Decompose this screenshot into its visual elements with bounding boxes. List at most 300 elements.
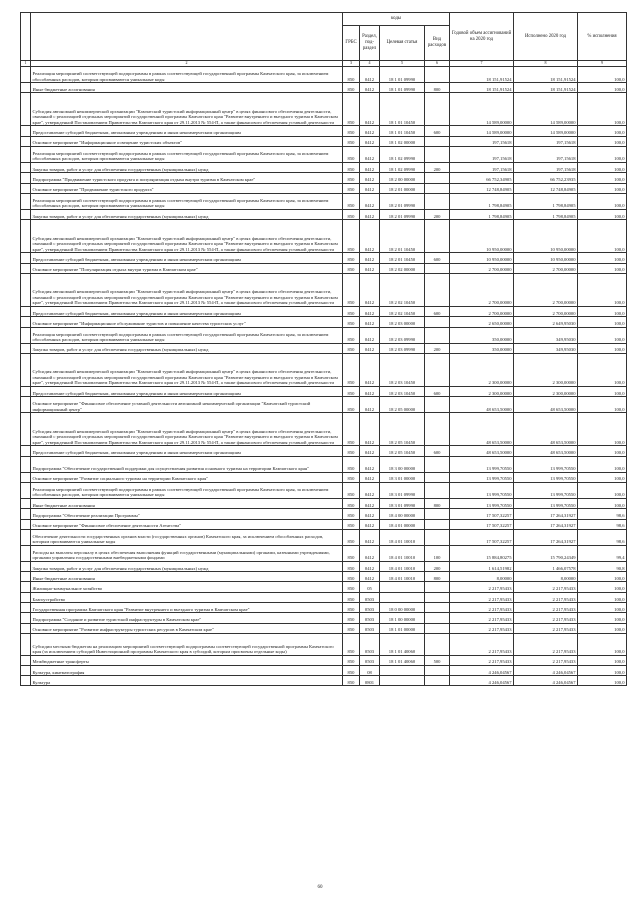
row-percent: 100,0	[578, 665, 627, 675]
row-name: Основное мероприятие "Информационное освещение туристских объектов"	[31, 136, 343, 146]
row-grbs: 850	[343, 665, 360, 675]
row-celevaya: 18 2 02 00000	[380, 263, 425, 273]
row-executed: 2 217,95433	[514, 582, 578, 592]
row-grbs: 850	[343, 317, 360, 327]
row-index	[21, 183, 31, 193]
row-vid: 500	[425, 655, 450, 665]
row-percent: 100,0	[578, 582, 627, 592]
row-name: Реализация мероприятий соответствующей подпрограммы в рамках соответствующей государственной программы Камчатского края, за исключением обособленных расходов, которым присваиваются уникальные коды	[31, 67, 343, 83]
row-razdel: 05	[360, 582, 380, 592]
row-plan: 18 151,91524	[450, 67, 514, 83]
header-vid: Вид расходов	[425, 26, 450, 61]
row-executed: 48 653,50000	[514, 446, 578, 456]
table-row	[21, 93, 627, 126]
row-razdel: 0412	[360, 327, 380, 343]
row-percent: 100,0	[578, 397, 627, 413]
row-index	[21, 665, 31, 675]
row-razdel: 0412	[360, 67, 380, 83]
row-razdel: 0801	[360, 676, 380, 686]
row-vid: 600	[425, 253, 450, 263]
row-grbs: 850	[343, 193, 360, 209]
row-plan: 2 700,00000	[450, 273, 514, 306]
row-grbs: 850	[343, 456, 360, 472]
header-celevaya: Целевая статья	[380, 26, 425, 61]
row-executed: 349,95030	[514, 327, 578, 343]
row-grbs: 850	[343, 353, 360, 386]
row-razdel: 0412	[360, 253, 380, 263]
row-celevaya: 18 1 01 00000	[380, 623, 425, 633]
row-vid	[425, 623, 450, 633]
row-vid	[425, 456, 450, 472]
row-grbs: 850	[343, 413, 360, 446]
table-row	[21, 353, 627, 386]
row-index	[21, 655, 31, 665]
row-percent: 100,0	[578, 482, 627, 498]
row-vid	[425, 529, 450, 545]
row-razdel: 0412	[360, 146, 380, 162]
row-name: Иные бюджетные ассигнования	[31, 498, 343, 508]
row-razdel: 0503	[360, 613, 380, 623]
row-index	[21, 146, 31, 162]
row-percent: 100,0	[578, 327, 627, 343]
row-name: Подпрограмма "Обеспечение государственной поддержки для осуществления развития основного туризма на территории Камчатского края"	[31, 456, 343, 472]
row-razdel: 08	[360, 665, 380, 675]
row-celevaya: 18 1 01 10450	[380, 126, 425, 136]
row-name: Основное мероприятие "Информационное обслуживание туристов и повышение качества туристских услуг"	[31, 317, 343, 327]
row-executed: 17 264,31927	[514, 509, 578, 519]
row-executed: 8,00000	[514, 572, 578, 582]
header-plan: Годовой объем ассигнований на 2020 год	[450, 13, 514, 61]
row-celevaya: 18 3 01 09990	[380, 498, 425, 508]
row-percent: 100,0	[578, 386, 627, 396]
row-razdel: 0412	[360, 173, 380, 183]
table-row	[21, 317, 627, 327]
row-grbs: 850	[343, 386, 360, 396]
row-plan: 1 614,51982	[450, 561, 514, 571]
row-razdel: 0412	[360, 519, 380, 529]
row-grbs: 850	[343, 209, 360, 219]
row-celevaya: 18 1 02 09990	[380, 162, 425, 172]
row-grbs: 850	[343, 633, 360, 655]
row-name: Иные бюджетные ассигнования	[31, 83, 343, 93]
header-name	[31, 13, 343, 61]
header-executed: Исполнено 2020 год	[514, 13, 578, 61]
row-grbs: 850	[343, 220, 360, 253]
row-index	[21, 397, 31, 413]
row-vid	[425, 676, 450, 686]
row-plan: 8,00000	[450, 572, 514, 582]
table-row	[21, 509, 627, 519]
row-index	[21, 162, 31, 172]
row-razdel: 0503	[360, 623, 380, 633]
row-index	[21, 482, 31, 498]
row-vid: 100	[425, 545, 450, 561]
colnum: 2	[31, 61, 343, 67]
row-index	[21, 498, 31, 508]
row-percent: 100,0	[578, 343, 627, 353]
row-vid	[425, 613, 450, 623]
row-celevaya: 18 1 01 09990	[380, 67, 425, 83]
row-plan: 17 507,32257	[450, 509, 514, 519]
row-vid	[425, 353, 450, 386]
row-name: Основное мероприятие "Популяризация отдыха внутри туризма в Камчатском крае"	[31, 263, 343, 273]
row-grbs: 850	[343, 446, 360, 456]
row-index	[21, 676, 31, 686]
row-percent: 100,0	[578, 592, 627, 602]
table-row	[21, 561, 627, 571]
row-percent: 100,0	[578, 623, 627, 633]
table-row	[21, 592, 627, 602]
row-executed: 48 653,50000	[514, 413, 578, 446]
row-vid	[425, 603, 450, 613]
row-name: Реализация мероприятий соответствующей подпрограммы в рамках соответствующей государственной программы Камчатского края, за исключением обособленных расходов, которым присваиваются уникальные коды	[31, 482, 343, 498]
table-row	[21, 498, 627, 508]
row-grbs: 850	[343, 676, 360, 686]
row-percent: 100,0	[578, 93, 627, 126]
row-name: Предоставление субсидий бюджетным, автономным учреждениям и иным некоммерческим организациям	[31, 126, 343, 136]
row-name: Основное мероприятие "Развитие социального туризма на территории Камчатского края"	[31, 472, 343, 482]
row-celevaya: 18 2 02 10450	[380, 273, 425, 306]
row-plan: 10 950,00000	[450, 220, 514, 253]
row-grbs: 850	[343, 83, 360, 93]
row-executed: 17 264,31927	[514, 529, 578, 545]
row-celevaya: 18 2 01 10450	[380, 253, 425, 263]
row-razdel: 0412	[360, 509, 380, 519]
table-row	[21, 183, 627, 193]
row-vid	[425, 397, 450, 413]
table-row	[21, 386, 627, 396]
table-row	[21, 306, 627, 316]
row-percent: 100,0	[578, 472, 627, 482]
row-vid	[425, 183, 450, 193]
row-vid	[425, 472, 450, 482]
row-vid	[425, 582, 450, 592]
row-executed: 2 217,95433	[514, 623, 578, 633]
row-name: Реализация мероприятий соответствующей подпрограммы в рамках соответствующей государственной программы Камчатского края, за исключением обособленных расходов, которым присваиваются уникальные коды	[31, 146, 343, 162]
row-plan: 1 798,84905	[450, 209, 514, 219]
row-executed: 13 999,70550	[514, 482, 578, 498]
row-vid	[425, 93, 450, 126]
row-name: Субсидия автономной некоммерческой организации "Камчатский туристский информационный центр" в целях финансового обеспечения деятельности, связанной с реализацией отдельных мероприятий государственной программы Камчатского края "Развитие внутреннего и въездного туризма в Камчатском крае", утвержденной Постановлением Правительства Камчатского края от 29.11.2013 № 554-П, а также финансового обеспечения уставной деятельности	[31, 93, 343, 126]
row-name: Предоставление субсидий бюджетным, автономным учреждениям и иным некоммерческим организациям	[31, 253, 343, 263]
row-plan: 2 650,00000	[450, 317, 514, 327]
row-grbs: 850	[343, 623, 360, 633]
row-grbs: 850	[343, 146, 360, 162]
row-executed: 2 217,95433	[514, 613, 578, 623]
table-row	[21, 413, 627, 446]
row-celevaya: 18 2 00 00000	[380, 173, 425, 183]
row-celevaya: 18 0 00 00000	[380, 603, 425, 613]
row-razdel: 0503	[360, 592, 380, 602]
document-page	[20, 12, 626, 686]
row-vid	[425, 67, 450, 83]
row-plan: 14 589,00000	[450, 93, 514, 126]
row-celevaya: 18 3 01 09990	[380, 482, 425, 498]
row-plan: 14 589,00000	[450, 126, 514, 136]
row-plan: 197,15618	[450, 146, 514, 162]
row-grbs: 850	[343, 509, 360, 519]
row-percent: 100,0	[578, 126, 627, 136]
row-celevaya: 18 1 02 09990	[380, 146, 425, 162]
row-executed: 1 798,84905	[514, 193, 578, 209]
row-grbs: 850	[343, 136, 360, 146]
row-plan: 197,15618	[450, 162, 514, 172]
table-row	[21, 173, 627, 183]
row-index	[21, 353, 31, 386]
row-index	[21, 273, 31, 306]
row-celevaya: 18 2 03 10450	[380, 386, 425, 396]
row-index	[21, 386, 31, 396]
row-plan: 350,00000	[450, 327, 514, 343]
row-plan: 1 798,84905	[450, 193, 514, 209]
row-razdel: 0412	[360, 263, 380, 273]
table-row	[21, 545, 627, 561]
table-row	[21, 633, 627, 655]
row-vid: 800	[425, 572, 450, 582]
row-percent: 98,6	[578, 519, 627, 529]
row-percent: 100,0	[578, 253, 627, 263]
row-grbs: 850	[343, 306, 360, 316]
row-index	[21, 603, 31, 613]
row-vid	[425, 263, 450, 273]
row-vid: 200	[425, 209, 450, 219]
table-body	[21, 67, 627, 686]
row-name: Подпрограмма "Продвижение туристского продукта и популяризация отдыха внутри туризма в Камчатском крае"	[31, 173, 343, 183]
row-percent: 100,0	[578, 572, 627, 582]
row-index	[21, 472, 31, 482]
row-name: Обеспечение деятельности государственных органов власти (государственных органов) Камчатского края, за исключением обособленных расходов, которым присваиваются уникальные коды	[31, 529, 343, 545]
row-celevaya: 18 2 03 09990	[380, 327, 425, 343]
row-celevaya: 18 2 01 00000	[380, 183, 425, 193]
row-razdel: 0412	[360, 183, 380, 193]
colnum: 7	[450, 61, 514, 67]
row-percent: 100,0	[578, 446, 627, 456]
row-index	[21, 327, 31, 343]
table-row	[21, 220, 627, 253]
budget-table	[20, 12, 627, 686]
row-plan: 2 217,95433	[450, 592, 514, 602]
row-executed: 4 246,04567	[514, 665, 578, 675]
table-row	[21, 126, 627, 136]
row-index	[21, 193, 31, 209]
row-index	[21, 592, 31, 602]
row-executed: 197,15618	[514, 136, 578, 146]
row-index	[21, 83, 31, 93]
row-vid	[425, 220, 450, 253]
row-razdel: 0412	[360, 126, 380, 136]
row-name: Предоставление субсидий бюджетным, автономным учреждениям и иным некоммерческим организациям	[31, 446, 343, 456]
row-executed: 2 300,00000	[514, 353, 578, 386]
table-row	[21, 482, 627, 498]
row-percent: 100,0	[578, 456, 627, 472]
row-grbs: 850	[343, 582, 360, 592]
row-name: Предоставление субсидий бюджетным, автономным учреждениям и иным некоммерческим организациям	[31, 306, 343, 316]
row-executed: 13 999,70550	[514, 498, 578, 508]
table-row	[21, 327, 627, 343]
row-percent: 100,0	[578, 603, 627, 613]
row-name: Культура	[31, 676, 343, 686]
row-executed: 13 999,70550	[514, 472, 578, 482]
row-executed: 17 264,31927	[514, 519, 578, 529]
row-index	[21, 173, 31, 183]
table-row	[21, 263, 627, 273]
row-plan: 13 999,70550	[450, 482, 514, 498]
row-vid	[425, 136, 450, 146]
row-percent: 100,0	[578, 136, 627, 146]
row-razdel: 0412	[360, 209, 380, 219]
row-percent: 100,0	[578, 83, 627, 93]
row-executed: 2 217,95433	[514, 592, 578, 602]
row-razdel: 0412	[360, 498, 380, 508]
row-percent: 100,0	[578, 173, 627, 183]
row-grbs: 850	[343, 67, 360, 83]
row-vid: 600	[425, 446, 450, 456]
colnum: 6	[425, 61, 450, 67]
row-celevaya: 18 1 02 00000	[380, 136, 425, 146]
row-razdel: 0412	[360, 306, 380, 316]
row-plan: 13 999,70550	[450, 498, 514, 508]
row-name: Расходы на выплаты персоналу в целях обеспечения выполнения функций государственными (муниципальными) органами, казенными учреждениями, органами управления государственными внебюджетными фондами	[31, 545, 343, 561]
row-percent: 100,0	[578, 676, 627, 686]
row-grbs: 850	[343, 592, 360, 602]
row-razdel: 0412	[360, 446, 380, 456]
row-celevaya: 18 4 01 10010	[380, 572, 425, 582]
row-plan: 18 151,91524	[450, 83, 514, 93]
table-row	[21, 253, 627, 263]
row-name: Межбюджетные трансферты	[31, 655, 343, 665]
header-grbs: ГРБС	[343, 26, 360, 61]
row-plan: 17 507,32257	[450, 529, 514, 545]
row-celevaya	[380, 665, 425, 675]
table-row	[21, 67, 627, 83]
row-name: Подпрограмма "Создание и развитие туристской инфраструктуры в Камчатском крае"	[31, 613, 343, 623]
table-row	[21, 209, 627, 219]
row-plan: 66 752,34905	[450, 173, 514, 183]
table-row	[21, 83, 627, 93]
row-vid: 200	[425, 162, 450, 172]
row-vid: 800	[425, 83, 450, 93]
row-name: Предоставление субсидий бюджетным, автономным учреждениям и иным некоммерческим организациям	[31, 386, 343, 396]
row-grbs: 850	[343, 498, 360, 508]
row-grbs: 850	[343, 519, 360, 529]
row-celevaya: 18 3 01 00000	[380, 472, 425, 482]
row-percent: 100,0	[578, 655, 627, 665]
row-razdel: 0412	[360, 386, 380, 396]
row-percent: 98,6	[578, 529, 627, 545]
table-row	[21, 472, 627, 482]
row-vid	[425, 633, 450, 655]
row-index	[21, 623, 31, 633]
row-vid	[425, 509, 450, 519]
table-row	[21, 582, 627, 592]
row-razdel: 0412	[360, 545, 380, 561]
row-vid	[425, 665, 450, 675]
row-plan: 2 217,95433	[450, 613, 514, 623]
row-celevaya: 18 4 01 10010	[380, 561, 425, 571]
row-grbs: 850	[343, 529, 360, 545]
row-executed: 2 700,00000	[514, 273, 578, 306]
colnum: 4	[360, 61, 380, 67]
row-grbs: 850	[343, 183, 360, 193]
row-plan: 17 507,32257	[450, 519, 514, 529]
row-index	[21, 529, 31, 545]
row-index	[21, 633, 31, 655]
row-name: Субсидии местным бюджетам на реализацию мероприятий соответствующей подпрограммы соответствующей государственной программы Камчатского края (за исключением субсидий Инвестиционной программы Камчатского края в субсидий, которым присвоены отдельные коды)	[31, 633, 343, 655]
row-index	[21, 126, 31, 136]
row-executed: 197,15618	[514, 162, 578, 172]
row-celevaya: 18 2 03 00000	[380, 317, 425, 327]
row-executed: 18 151,91524	[514, 83, 578, 93]
table-row	[21, 273, 627, 306]
row-grbs: 850	[343, 126, 360, 136]
row-executed: 13 999,70550	[514, 456, 578, 472]
row-celevaya: 18 4 01 10010	[380, 545, 425, 561]
row-executed: 1 798,84905	[514, 209, 578, 219]
row-executed: 10 950,00000	[514, 220, 578, 253]
row-index	[21, 613, 31, 623]
row-vid	[425, 327, 450, 343]
row-executed: 2 217,95433	[514, 633, 578, 655]
header-razdel: Раздел, под-раздел	[360, 26, 380, 61]
row-name: Реализация мероприятий соответствующей подпрограммы в рамках соответствующей государственной программы Камчатского края, за исключением обособленных расходов, которым присваиваются уникальные коды	[31, 327, 343, 343]
row-name: Субсидия автономной некоммерческой организации "Камчатский туристский информационный центр" в целях финансового обеспечения деятельности, связанной с реализацией отдельных мероприятий государственной программы Камчатского края "Развитие внутреннего и въездного туризма в Камчатском крае", утвержденной Постановлением Правительства Камчатского края от 29.11.2013 № 554-П, а также финансового обеспечения уставной деятельности	[31, 273, 343, 306]
row-plan: 4 246,04567	[450, 676, 514, 686]
row-name: Культура, кинематография	[31, 665, 343, 675]
row-name: Закупка товаров, работ и услуг для обеспечения государственных (муниципальных) нужд	[31, 343, 343, 353]
row-percent: 100,0	[578, 633, 627, 655]
row-name: Субсидия автономной некоммерческой организации "Камчатский туристский информационный центр" в целях финансового обеспечения деятельности, связанной с реализацией отдельных мероприятий государственной программы Камчатского края "Развитие внутреннего и въездного туризма в Камчатском крае", утвержденной Постановлением Правительства Камчатского края от 29.11.2013 № 554-П, а также финансового обеспечения уставной деятельности	[31, 220, 343, 253]
table-header	[21, 13, 627, 67]
row-index	[21, 253, 31, 263]
row-grbs: 850	[343, 472, 360, 482]
table-row	[21, 529, 627, 545]
row-percent: 100,0	[578, 613, 627, 623]
row-celevaya	[380, 592, 425, 602]
row-celevaya: 18 2 01 10450	[380, 220, 425, 253]
row-grbs: 850	[343, 93, 360, 126]
row-vid	[425, 193, 450, 209]
row-celevaya: 18 4 01 00000	[380, 519, 425, 529]
row-razdel: 0412	[360, 456, 380, 472]
row-executed: 1 466,07578	[514, 561, 578, 571]
row-name: Основное мероприятие "Продвижение туристского продукта"	[31, 183, 343, 193]
row-name: Закупка товаров, работ и услуг для обеспечения государственных (муниципальных) нужд	[31, 162, 343, 172]
row-name: Подпрограмма "Обеспечение реализации Программы"	[31, 509, 343, 519]
row-vid: 200	[425, 343, 450, 353]
row-razdel: 0412	[360, 472, 380, 482]
row-index	[21, 209, 31, 219]
row-celevaya: 18 1 01 09990	[380, 83, 425, 93]
row-grbs: 850	[343, 482, 360, 498]
row-vid	[425, 413, 450, 446]
row-celevaya	[380, 676, 425, 686]
row-celevaya	[380, 582, 425, 592]
header-codes: коды	[343, 13, 450, 26]
row-executed: 2 649,95030	[514, 317, 578, 327]
row-percent: 100,0	[578, 220, 627, 253]
row-percent: 100,0	[578, 413, 627, 446]
row-grbs: 850	[343, 572, 360, 582]
colnum: 8	[514, 61, 578, 67]
row-percent: 100,0	[578, 162, 627, 172]
row-percent: 99,4	[578, 545, 627, 561]
row-celevaya: 18 2 03 09990	[380, 343, 425, 353]
row-index	[21, 220, 31, 253]
row-percent: 100,0	[578, 209, 627, 219]
row-name: Жилищно-коммунальное хозяйство	[31, 582, 343, 592]
row-executed: 66 752,23935	[514, 173, 578, 183]
row-plan: 48 653,50000	[450, 397, 514, 413]
